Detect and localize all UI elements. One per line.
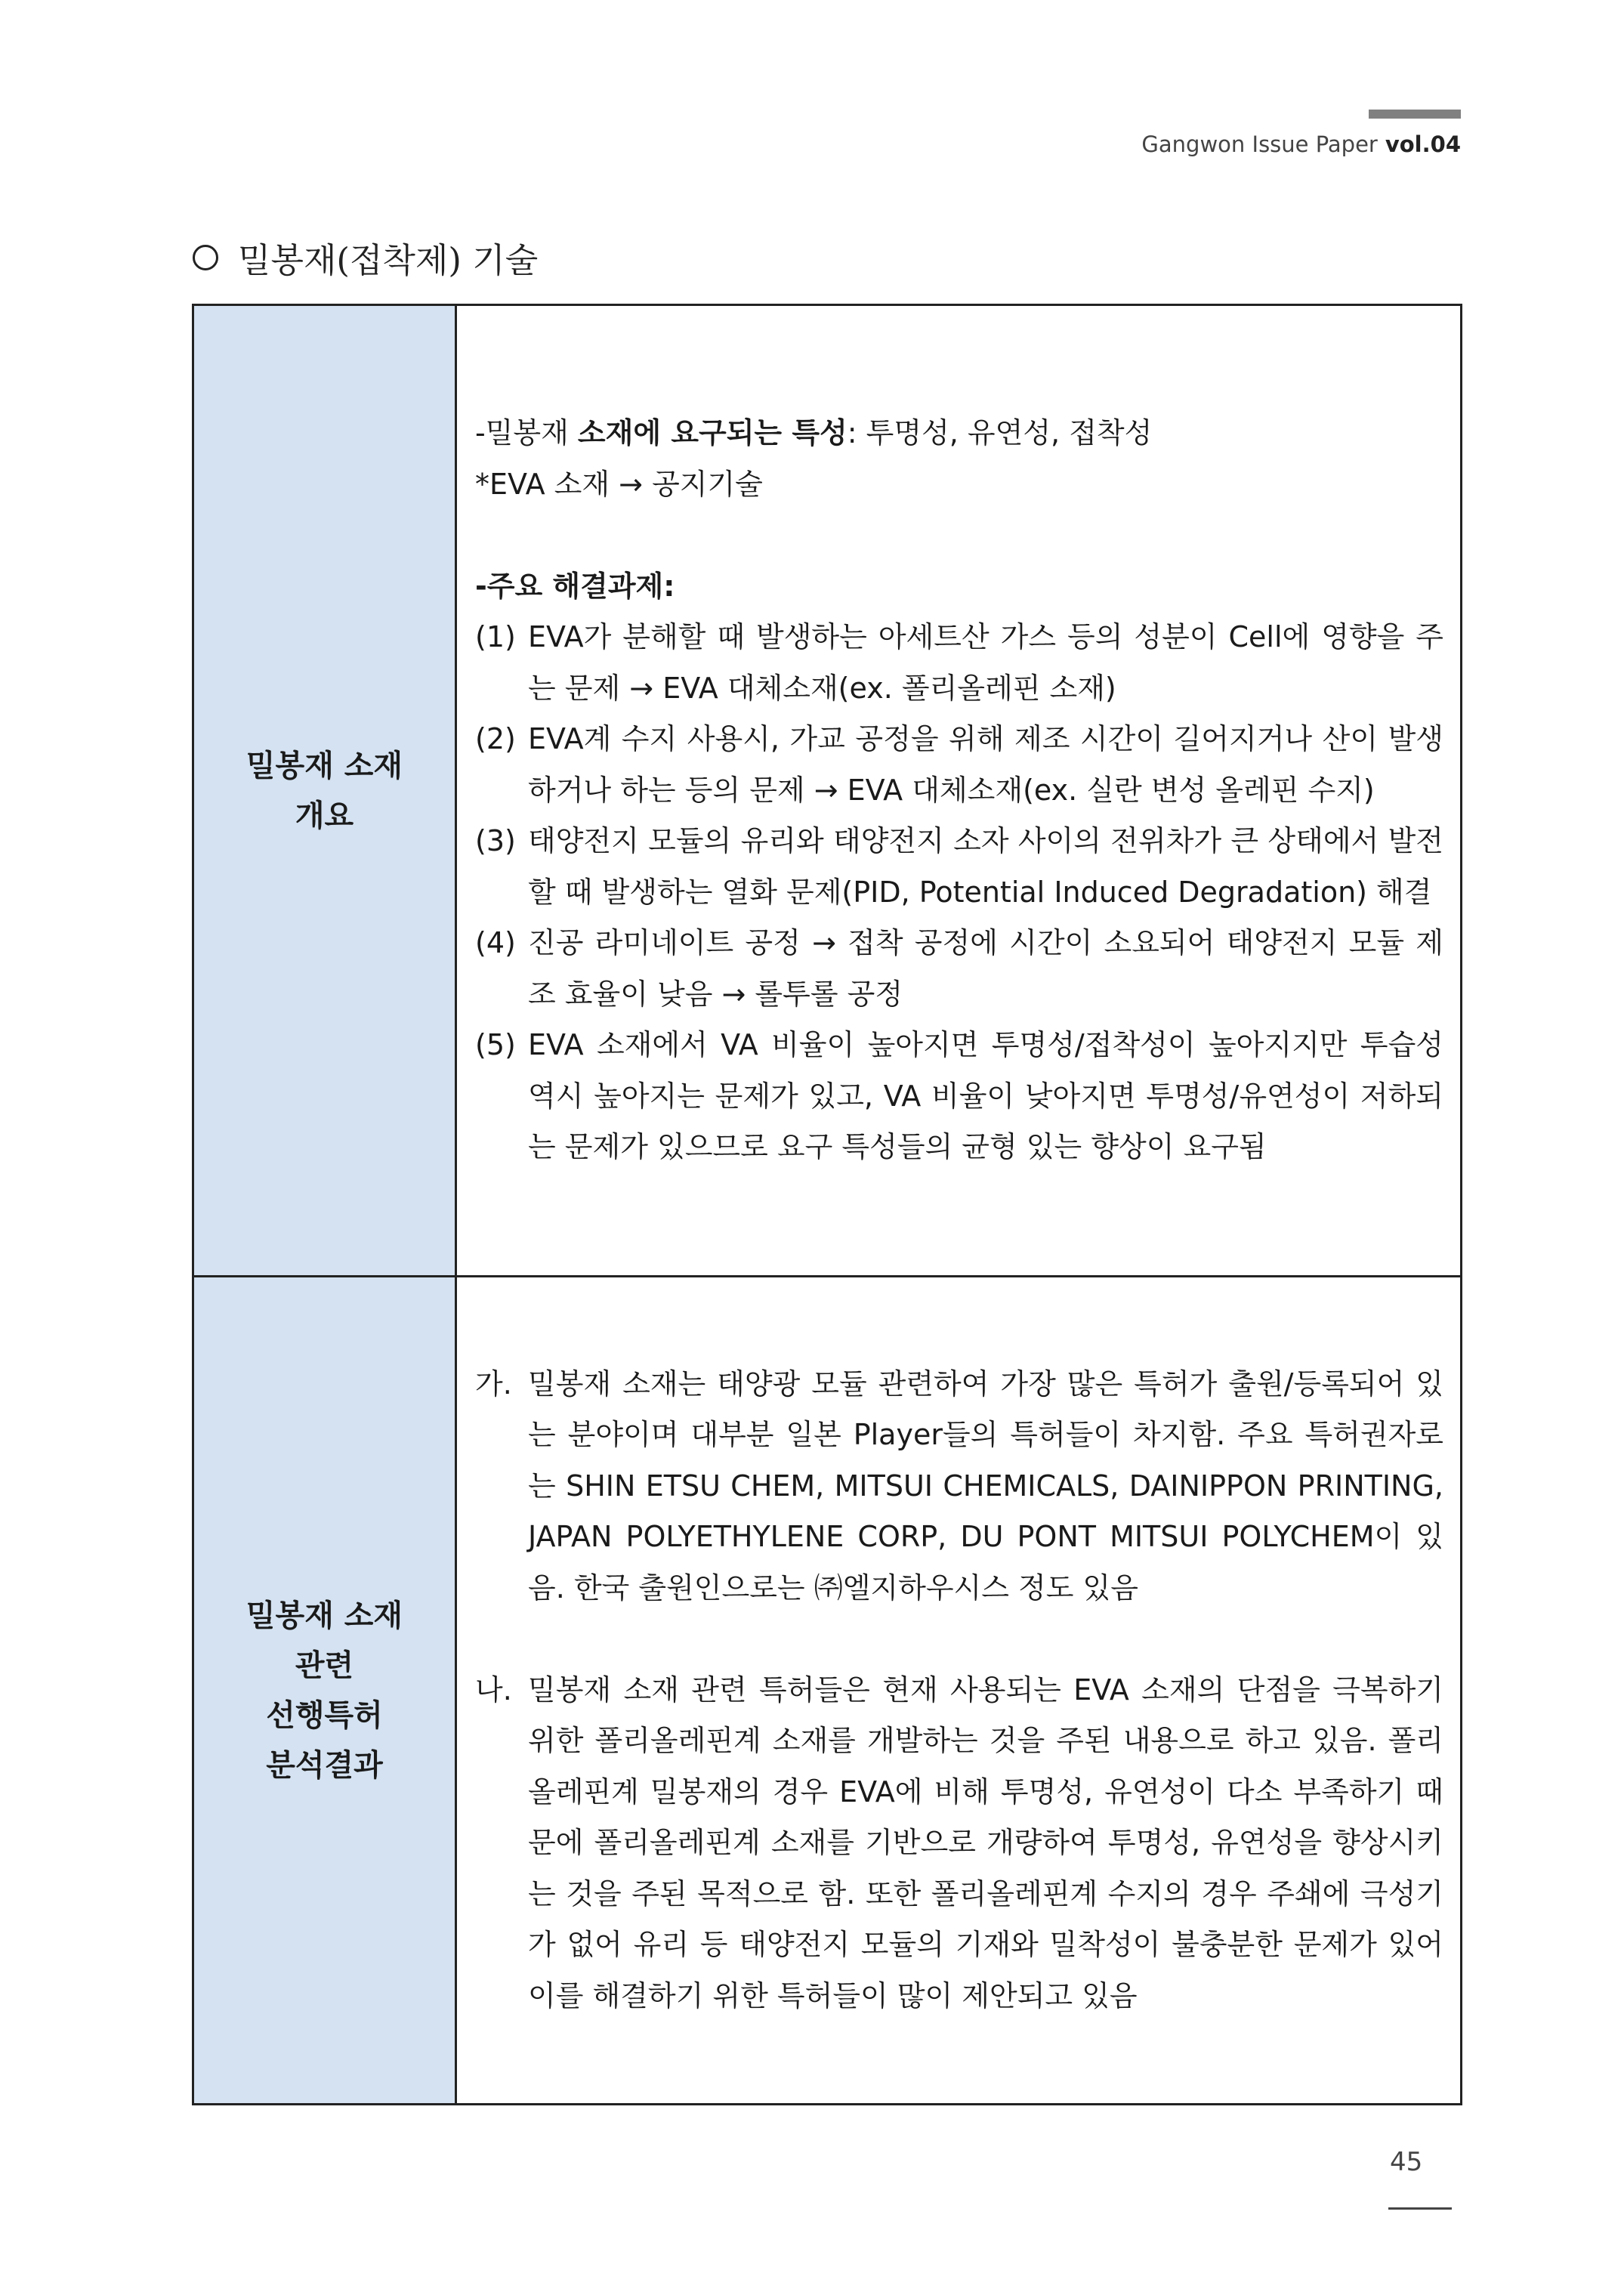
list-item bbox=[475, 714, 1443, 816]
item-text: 진공 라미네이트 공정 → 접착 공정에 시간이 소요되어 태양전지 모듈 제조 효율이 낮음 → 롤투롤 공정 bbox=[528, 926, 1443, 1011]
page-number: 45 bbox=[1390, 2147, 1423, 2177]
eva-note: *EVA 소재 → 공지기술 bbox=[475, 467, 763, 501]
row-label-line: 밀봉재 소재 bbox=[245, 1598, 403, 1633]
summary-table bbox=[192, 304, 1462, 2105]
list-item bbox=[475, 816, 1443, 918]
item-number: (5) bbox=[475, 1028, 516, 1062]
row-label-line: 개요 bbox=[295, 798, 354, 833]
row-label-line: 관련 bbox=[295, 1648, 354, 1683]
section-title-text: 밀봉재(접착제) 기술 bbox=[238, 240, 539, 280]
spacer bbox=[475, 1614, 1443, 1665]
spacer bbox=[475, 510, 1443, 561]
item-text: 태양전지 모듈의 유리와 태양전지 소자 사이의 전위차가 큰 상태에서 발전할 때 발생하는 열화 문제(PID, Potential Induced Degradation) 해결 bbox=[528, 824, 1443, 909]
section-title bbox=[193, 233, 538, 282]
footer-rule bbox=[1388, 2207, 1452, 2210]
item-text: EVA가 분해할 때 발생하는 아세트산 가스 등의 성분이 Cell에 영향을 주는 문제 → EVA 대체소재(ex. 폴리올레핀 소재) bbox=[528, 620, 1443, 705]
row-label-patent-analysis bbox=[193, 1277, 456, 2105]
intro-prefix: -밀봉재 bbox=[475, 416, 578, 450]
item-number: (3) bbox=[475, 824, 516, 858]
item-text: EVA계 수지 사용시, 가교 공정을 위해 제조 시간이 길어지거나 산이 발생하거나 하는 등의 문제 → EVA 대체소재(ex. 실란 변성 올레핀 수지) bbox=[528, 722, 1443, 807]
intro-rest: : 투명성, 유연성, 접착성 bbox=[847, 416, 1153, 450]
row-content-overview bbox=[456, 305, 1462, 1277]
row-label-overview bbox=[193, 305, 456, 1277]
volume-label: vol.04 bbox=[1385, 131, 1461, 157]
issues-title: -주요 해결과제: bbox=[475, 569, 675, 603]
running-header bbox=[1141, 131, 1461, 157]
list-item bbox=[475, 1665, 1443, 2022]
item-text: 밀봉재 소재는 태양광 모듈 관련하여 가장 많은 특허가 출원/등록되어 있는 분야이며 대부분 일본 Player들의 특허들이 차지함. 주요 특허권자로는 SHIN ETSU CHEM, MITSUI CHEMICALS, DAINIPPON PRINTING, JAPAN POLYETHYLENE CORP, DU PONT MITSUI POLYCHEM이 있음. 한국 출원인으로는 ㈜엘지하우시스 정도 있음 bbox=[528, 1367, 1443, 1605]
item-number: 가. bbox=[475, 1367, 512, 1401]
row-label-line: 분석결과 bbox=[266, 1747, 383, 1783]
publication-name: Gangwon Issue Paper bbox=[1141, 131, 1378, 157]
list-item bbox=[475, 918, 1443, 1020]
item-number: (1) bbox=[475, 620, 516, 654]
item-number: (2) bbox=[475, 722, 516, 756]
list-item bbox=[475, 612, 1443, 714]
circle-bullet-icon bbox=[193, 245, 218, 270]
item-number: 나. bbox=[475, 1673, 512, 1707]
intro-bold: 소재에 요구되는 특성 bbox=[577, 416, 848, 450]
header-bar bbox=[1369, 110, 1461, 119]
list-item bbox=[475, 1020, 1443, 1173]
item-text: 밀봉재 소재 관련 특허들은 현재 사용되는 EVA 소재의 단점을 극복하기 위한 폴리올레핀계 소재를 개발하는 것을 주된 내용으로 하고 있음. 폴리올레핀계 밀봉재의 경우 EVA에 비해 투명성, 유연성이 다소 부족하기 때문에 폴리올레핀계 소재를 기반으로 개량하여 투명성, 유연성을 향상시키는 것을 주된 목적으로 함. 또한 폴리올레핀계 수지의 경우 주쇄에 극성기가 없어 유리 등 태양전지 모듈의 기재와 밀착성이 불충분한 문제가 있어 이를 해결하기 위한 특허들이 많이 제안되고 있음 bbox=[528, 1673, 1443, 2012]
row-content-patent-analysis bbox=[456, 1277, 1462, 2105]
row-label-line: 밀봉재 소재 bbox=[245, 748, 403, 783]
table-row-patent-analysis bbox=[193, 1277, 1462, 2105]
required-properties bbox=[475, 408, 1443, 459]
row-label-line: 선행특허 bbox=[266, 1697, 383, 1733]
table-row-overview bbox=[193, 305, 1462, 1277]
item-text: EVA 소재에서 VA 비율이 높아지면 투명성/접착성이 높아지지만 투습성 역시 높아지는 문제가 있고, VA 비율이 낮아지면 투명성/유연성이 저하되는 문제가 있으므로 요구 특성들의 균형 있는 향상이 요구됨 bbox=[528, 1028, 1443, 1164]
item-number: (4) bbox=[475, 926, 516, 960]
list-item bbox=[475, 1359, 1443, 1614]
